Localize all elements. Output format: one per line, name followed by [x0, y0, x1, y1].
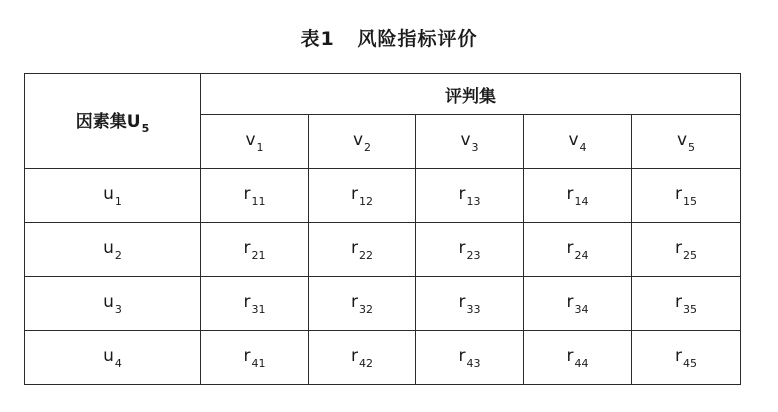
table-row: [25, 277, 741, 331]
cell-r43: $r_{43}$: [416, 331, 524, 385]
table-row: [25, 223, 741, 277]
cell-r22: $r_{22}$: [309, 223, 416, 277]
cell-r44: $r_{44}$: [524, 331, 632, 385]
cell-r14: $r_{14}$: [524, 169, 632, 223]
cell-r13: $r_{13}$: [416, 169, 524, 223]
cell-r32: $r_{32}$: [309, 277, 416, 331]
cell-r25: $r_{25}$: [632, 223, 741, 277]
cell-r12: $r_{12}$: [309, 169, 416, 223]
table-row: [25, 331, 741, 385]
cell-r11: $r_{11}$: [201, 169, 309, 223]
row-label-u1: $u_1$: [25, 169, 201, 223]
factor-set-header: [25, 74, 201, 169]
cell-r35: $r_{35}$: [632, 277, 741, 331]
column-header-v3: $v_3$: [416, 115, 524, 169]
cell-r31: $r_{31}$: [201, 277, 309, 331]
header-row-top: [25, 74, 741, 115]
cell-r33: $r_{33}$: [416, 277, 524, 331]
cell-r24: $r_{24}$: [524, 223, 632, 277]
judgment-set-header: 评判集: [201, 74, 741, 115]
table-row: [25, 169, 741, 223]
risk-evaluation-table: [24, 73, 741, 385]
column-header-v4: $v_4$: [524, 115, 632, 169]
row-label-u2: $u_2$: [25, 223, 201, 277]
cell-r41: $r_{41}$: [201, 331, 309, 385]
column-header-v2: $v_2$: [309, 115, 416, 169]
cell-r21: $r_{21}$: [201, 223, 309, 277]
row-label-u4: $u_4$: [25, 331, 201, 385]
row-label-u3: $u_3$: [25, 277, 201, 331]
cell-r23: $r_{23}$: [416, 223, 524, 277]
cell-r15: $r_{15}$: [632, 169, 741, 223]
cell-r34: $r_{34}$: [524, 277, 632, 331]
table-caption: 表1 风险指标评价: [300, 28, 478, 50]
cell-r42: $r_{42}$: [309, 331, 416, 385]
column-header-v5: $v_5$: [632, 115, 741, 169]
column-header-v1: $v_1$: [201, 115, 309, 169]
cell-r45: $r_{45}$: [632, 331, 741, 385]
factor-set-subscript: 5: [141, 122, 150, 135]
factor-set-label: 因素集U: [75, 112, 141, 132]
